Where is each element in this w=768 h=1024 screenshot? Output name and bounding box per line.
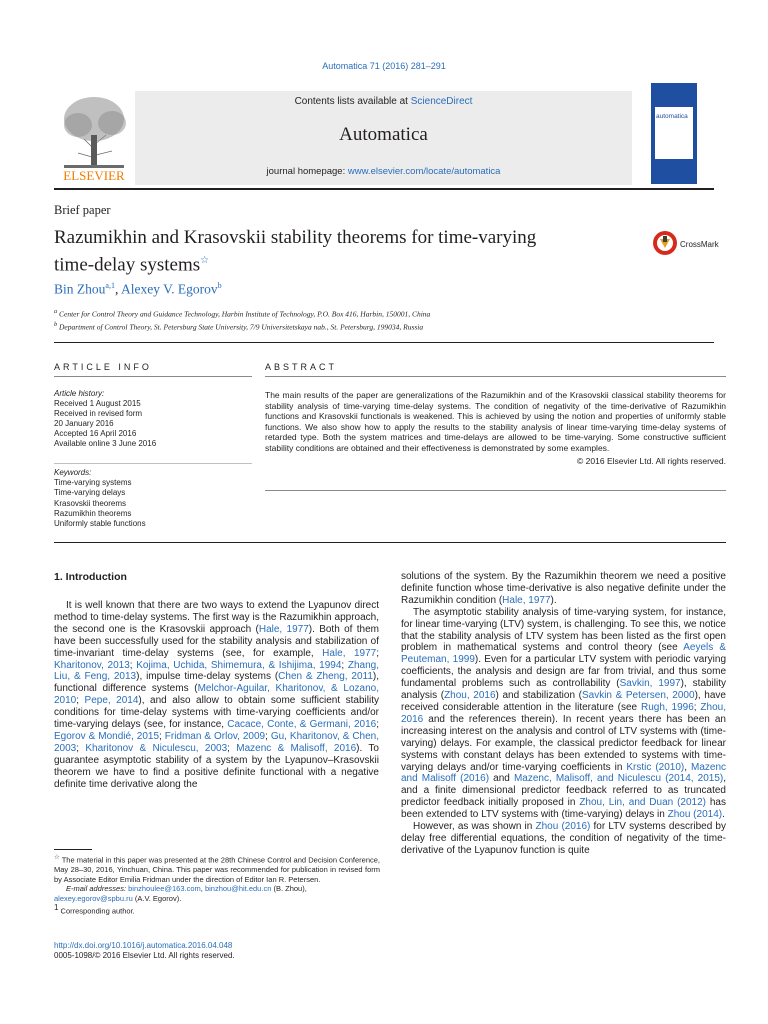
body-text: ). Both of them have been successfully used for the stability analysis and stabilization of time-invariant time-delay systems (see, for example, xyxy=(54,623,379,659)
citation-link[interactable]: Egorov & Mondié, 2015 xyxy=(54,730,160,742)
footnote-mark-1: 1 xyxy=(54,903,59,913)
author-bin-zhou[interactable]: Bin Zhou xyxy=(54,281,106,297)
keywords-label: Keywords: xyxy=(54,468,92,477)
body-text: and the references therein). In recent years there has been an increasing interest on the analysis and control of LTV systems with (time-varying) delays. For example, the classical predictor feedback for linear systems with constant delays has been extended to systems with time-varying delays and/or time-varying coefficients in xyxy=(401,713,726,773)
homepage-line xyxy=(135,166,632,177)
body-text: ), stability analysis ( xyxy=(401,678,726,702)
body-text: ). xyxy=(550,594,557,606)
body-text: ), functional difference systems ( xyxy=(54,671,379,695)
citation-link[interactable]: Cacace, Conte, & Germani, 2016 xyxy=(227,719,377,731)
body-text: ; xyxy=(129,659,137,671)
body-text: has been extended to LTV systems with (time-varying) delays in xyxy=(401,797,726,821)
body-text: ; xyxy=(76,695,85,707)
history-item: Available online 3 June 2016 xyxy=(54,439,157,448)
body-text: solutions of the system. By the Razumikhin theorem we need a positive definite function whose time-derivative is also negative definite under the Razumikhin condition ( xyxy=(401,571,726,606)
body-text: ), impulse time-delay systems ( xyxy=(136,671,279,683)
sciencedirect-link[interactable]: ScienceDirect xyxy=(410,96,473,107)
journal-citation[interactable]: Automatica 71 (2016) 281–291 xyxy=(322,61,446,71)
title-line-1: Razumikhin and Krasovskii stability theorems for time-varying xyxy=(54,227,537,248)
article-info-heading: ARTICLE INFO xyxy=(54,362,152,372)
keywords-rule xyxy=(54,463,252,464)
journal-cover-thumbnail[interactable] xyxy=(651,83,697,184)
body-text: ), and also allow to obtain some sufficient stability conditions for time-delay systems with time-varying coefficients and/or time-varying delays (see, for instance, xyxy=(54,695,379,731)
footnote-corresponding-text: Corresponding author. xyxy=(60,906,135,916)
homepage-prefix: journal homepage: xyxy=(266,166,348,177)
abstract-text: The main results of the paper are generalizations of the Razumikhin and of the Krasovskii classical stability theorems for stability analysis of time-varying time-delay systems. The condition of negativity of the time-derivative of Razumikhin functions and Krasovskii functionals is weakened. This is achieved by using the notion and properties of uniformly stable functions. We also show how to apply the results to the stability analysis of linear time-varying time-delay systems of retarded type. Both the system matrices and time-delays are allowed to be time-varying. Some constructive sufficient stability conditions are obtained and their effectiveness is demonstrated by some examples. xyxy=(265,390,726,453)
journal-name: Automatica xyxy=(339,124,428,145)
body-text: ; xyxy=(159,730,165,742)
footnote-conference-text: The material in this paper was presented at the 28th Chinese Control and Decision Conference, May 28–30, 2016, Yinchuan, China. This paper was recommended for publication in revised form by Associate Editor Emilia Fridman under the direction of Editor Ian R. Petersen. xyxy=(54,855,381,884)
citation-link[interactable]: Mazenc, Malisoff, and Niculescu (2014, 2015) xyxy=(513,773,724,785)
email-label: E-mail addresses: xyxy=(66,884,129,894)
doi-link[interactable]: http://dx.doi.org/10.1016/j.automatica.2016.04.048 xyxy=(54,941,233,950)
aff-b-mark: b xyxy=(54,321,58,328)
contents-line xyxy=(135,96,632,107)
footnotes xyxy=(54,853,380,917)
cover-title: automatica xyxy=(656,113,688,120)
body-text: ) and stabilization ( xyxy=(495,690,582,702)
body-text: ; xyxy=(376,719,379,731)
elsevier-logo[interactable] xyxy=(54,91,134,185)
footnote-mark-star: ☆ xyxy=(54,854,60,861)
email-owner-2: (A.V. Egorov). xyxy=(132,893,182,903)
history-item: Received in revised form xyxy=(54,409,143,418)
history-item: Received 1 August 2015 xyxy=(54,399,141,408)
header-rule xyxy=(54,188,714,190)
citation-link[interactable]: Zhou, 2016 xyxy=(401,701,726,725)
article-title xyxy=(54,226,644,276)
email-link-2[interactable]: binzhou@hit.edu.cn xyxy=(204,884,272,894)
abstract-heading: ABSTRACT xyxy=(265,362,338,372)
citation-link[interactable]: Hale, 1977 xyxy=(502,594,551,606)
article-history xyxy=(54,389,254,449)
citation-link[interactable]: Mazenc and Malisoff (2016) xyxy=(401,761,726,785)
aff-b-text: Department of Control Theory, St. Petersburg State University, 7/9 Universitetskaya nab., St. Petersburg, 199034, Russia xyxy=(59,322,424,332)
citation-link[interactable]: Rugh, 1996 xyxy=(640,701,694,713)
elsevier-tree-icon xyxy=(54,91,134,185)
history-label: Article history: xyxy=(54,389,105,398)
citation-link[interactable]: Savkin, 1997 xyxy=(619,678,681,690)
author2-affiliation-mark[interactable]: b xyxy=(217,281,222,290)
title-line-2-text: time-delay systems xyxy=(54,254,201,276)
abstract-body xyxy=(265,390,726,466)
citation-link[interactable]: Zhou, Lin, and Duan (2012) xyxy=(579,797,706,809)
crossmark-label: CrossMark xyxy=(680,240,719,249)
keywords xyxy=(54,468,254,529)
issn-copyright: 0005-1098/© 2016 Elsevier Ltd. All rights reserved. xyxy=(54,951,235,960)
email-link-3[interactable]: alexey.egorov@spbu.ru xyxy=(54,893,133,903)
history-item: 20 January 2016 xyxy=(54,419,114,428)
journal-banner xyxy=(135,91,632,185)
affiliation-b xyxy=(54,321,423,332)
affiliation-a xyxy=(54,308,430,319)
body-text: However, as was shown in xyxy=(413,821,536,833)
email-owner-1: (B. Zhou), xyxy=(271,884,307,894)
footnote-corresponding xyxy=(54,903,380,916)
citation-link[interactable]: Kharitonov & Niculescu, 2003 xyxy=(85,742,228,754)
email-link-1[interactable]: binzhoulee@163.com xyxy=(128,884,201,894)
body-text: . xyxy=(722,809,725,821)
citation-link[interactable]: Fridman & Orlov, 2009 xyxy=(164,730,266,742)
body-text: ; xyxy=(265,730,271,742)
keyword-item: Uniformly stable functions xyxy=(54,519,146,529)
citation-link[interactable]: Hale, 1977 xyxy=(258,623,309,635)
doi-block xyxy=(54,941,235,961)
author-separator: , xyxy=(114,281,121,297)
aff-a-mark: a xyxy=(54,308,58,315)
body-rule xyxy=(54,542,726,543)
body-column-left xyxy=(54,600,379,791)
keyword-item: Krasovskii theorems xyxy=(54,498,127,508)
body-text: , xyxy=(684,761,691,773)
title-rule xyxy=(54,342,714,343)
aff-a-text: Center for Control Theory and Guidance Technology, Harbin Institute of Technology, P.O. Box 416, Harbin, 150001, China xyxy=(59,309,431,319)
citation-link[interactable]: Savkin & Petersen, 2000 xyxy=(581,690,695,702)
section-heading-introduction: 1. Introduction xyxy=(54,571,127,583)
intro-paragraph-2 xyxy=(401,571,726,607)
body-text: for LTV systems described by delay free differential equations, the condition of negativity of the time-derivative of the Lyapunov function is quite xyxy=(401,821,726,856)
abstract-copyright: © 2016 Elsevier Ltd. All rights reserved. xyxy=(577,455,726,466)
citation-link[interactable]: Zhou (2014) xyxy=(667,809,723,821)
history-item: Accepted 16 April 2016 xyxy=(54,429,137,438)
intro-paragraph-3 xyxy=(401,607,726,821)
citation-link[interactable]: Zhou, 2016 xyxy=(444,690,496,702)
body-text: ). Even for a particular LTV system with periodic varying coefficients, the analysis and design are far from trivial, and thus some fundamental problems such as controllability ( xyxy=(401,654,727,690)
body-text: ), have received considerable attention in the literature (see xyxy=(401,690,726,713)
body-text: The asymptotic stability analysis of time-varying system, for instance, for linear time-varying (LTV) system, is challenging. To see this, we notice that the stability analysis of LTV system has been listed as the first open problem in mathematical systems and control theory (see xyxy=(401,606,726,654)
body-column-right xyxy=(401,571,726,857)
body-text: ; xyxy=(76,742,86,754)
citation-link[interactable]: Zhou (2016) xyxy=(535,821,591,833)
citation-link[interactable]: Krstic (2010) xyxy=(626,761,685,773)
footnote-conference xyxy=(54,853,380,884)
footnote-rule xyxy=(54,849,92,850)
body-text: ; xyxy=(693,701,701,713)
citation-link[interactable]: Kojima, Uchida, Shimemura, & Ishijima, 1994 xyxy=(136,659,342,671)
intro-paragraph-4 xyxy=(401,821,726,857)
body-text: ; xyxy=(341,659,348,671)
citation-link[interactable]: Mazenc & Malisoff, 2016 xyxy=(236,742,357,754)
body-text: ). To guarantee asymptotic stability of a system by the Lyapunov–Krasovskii theorem we have to find a positive definite functional with a negative definite time derivative along the xyxy=(54,742,379,790)
intro-paragraph-1 xyxy=(54,600,379,791)
citation-link[interactable]: Gu, Kharitonov, & Chen, 2003 xyxy=(54,730,379,754)
citation-link[interactable]: Hale, 1977 xyxy=(322,647,377,659)
article-info-rule xyxy=(54,376,252,377)
abstract-bottom-rule xyxy=(265,490,726,491)
title-line-2 xyxy=(54,249,644,276)
elsevier-wordmark: ELSEVIER xyxy=(63,168,125,183)
body-text: ; xyxy=(227,742,237,754)
journal-homepage-link[interactable]: www.elsevier.com/locate/automatica xyxy=(347,166,501,177)
crossmark-icon xyxy=(652,228,722,258)
author1-affiliation-mark[interactable]: a,1 xyxy=(105,281,115,290)
body-text: ; xyxy=(376,647,380,659)
title-footnote-mark[interactable]: ☆ xyxy=(200,255,210,266)
citation-link[interactable]: Aeyels & Peuteman, 1999 xyxy=(401,642,726,666)
citation-link[interactable]: Pepe, 2014 xyxy=(84,695,139,707)
citation-link[interactable]: Melchor-Aguilar, Kharitonov, & Lozano, 2010 xyxy=(54,683,379,707)
contents-prefix: Contents lists available at xyxy=(294,96,411,107)
footnote-emails xyxy=(54,884,380,903)
keyword-item: Time-varying delays xyxy=(54,488,126,498)
body-text: , and a finite dimensional predictor feedback referred to as truncated predictor feedback initially proposed in xyxy=(401,773,726,809)
body-text: and xyxy=(489,773,514,785)
abstract-rule xyxy=(265,376,726,377)
keyword-item: Razumikhin theorems xyxy=(54,508,132,518)
keyword-item: Time-varying systems xyxy=(54,478,132,488)
article-type: Brief paper xyxy=(54,203,111,217)
email-separator: , xyxy=(200,884,205,894)
citation-link[interactable]: Kharitonov, 2013 xyxy=(54,659,130,671)
crossmark-badge[interactable] xyxy=(652,228,722,258)
body-text: It is well known that there are two ways to extend the Lyapunov direct method to time-delay systems. The first way is the Razumikhin approach, the second one is the Krasovskii approach ( xyxy=(54,600,379,635)
author-list xyxy=(54,281,222,298)
citation-link[interactable]: Zhang, Liu, & Feng, 2013 xyxy=(54,659,380,683)
citation-link[interactable]: Chen & Zheng, 2011 xyxy=(278,671,373,683)
author-alexey-egorov[interactable]: Alexey V. Egorov xyxy=(120,281,218,297)
